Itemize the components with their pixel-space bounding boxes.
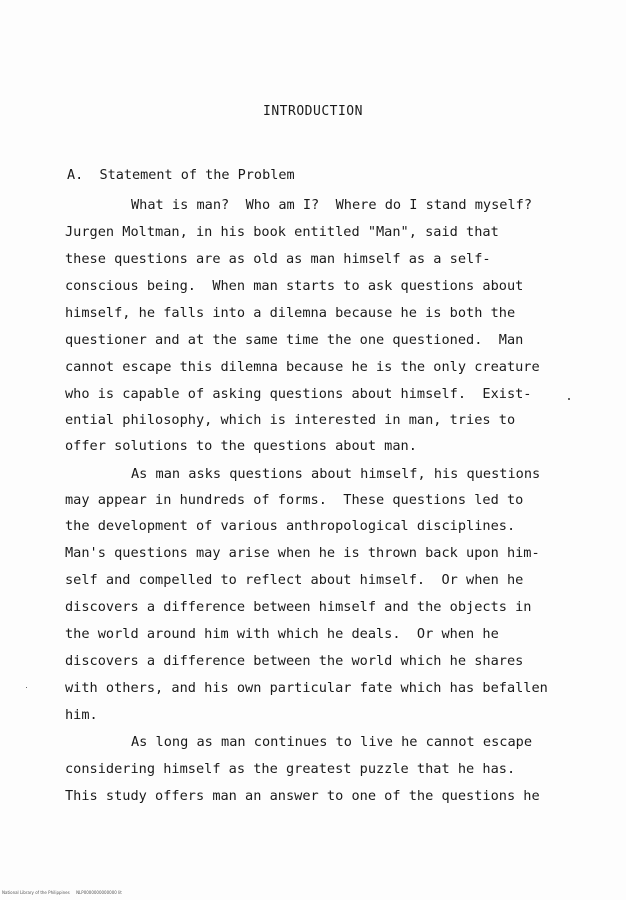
scan-footer: National Library of the Philippines NLP0000000000000 lit: [2, 890, 122, 895]
body-line: himself, he falls into a dilemna because he is both the: [65, 305, 516, 321]
body-line: ential philosophy, which is interested in man, tries to: [65, 412, 516, 428]
section-heading: A. Statement of the Problem: [67, 167, 295, 183]
body-line: with others, and his own particular fate which has befallen: [65, 680, 548, 696]
body-line: him.: [65, 707, 98, 723]
body-line: conscious being. When man starts to ask questions about: [65, 278, 524, 294]
body-line: questioner and at the same time the one questioned. Man: [65, 332, 524, 348]
body-line: As long as man continues to live he cannot escape: [131, 734, 533, 750]
body-line: the world around him with which he deals. Or when he: [65, 626, 499, 642]
body-line: may appear in hundreds of forms. These questions led to: [65, 492, 524, 508]
scan-speck: [568, 398, 570, 400]
body-line: the development of various anthropological disciplines.: [65, 518, 516, 534]
scan-speck: [26, 687, 27, 688]
page-title: INTRODUCTION: [263, 104, 363, 119]
body-line: offer solutions to the questions about man.: [65, 438, 417, 454]
body-line: discovers a difference between himself and the objects in: [65, 599, 532, 615]
body-line: these questions are as old as man himself as a self-: [65, 251, 491, 267]
body-line: considering himself as the greatest puzzle that he has.: [65, 761, 516, 777]
body-line: As man asks questions about himself, his questions: [131, 466, 541, 482]
body-line: discovers a difference between the world which he shares: [65, 653, 524, 669]
body-line: What is man? Who am I? Where do I stand myself?: [131, 197, 533, 213]
body-line: cannot escape this dilemna because he is the only creature: [65, 359, 540, 375]
body-line: Man's questions may arise when he is thrown back upon him-: [65, 545, 540, 561]
body-line: self and compelled to reflect about himself. Or when he: [65, 572, 524, 588]
body-line: This study offers man an answer to one of the questions he: [65, 788, 540, 804]
body-line: Jurgen Moltman, in his book entitled "Man", said that: [65, 224, 499, 240]
body-line: who is capable of asking questions about himself. Exist-: [65, 386, 532, 402]
